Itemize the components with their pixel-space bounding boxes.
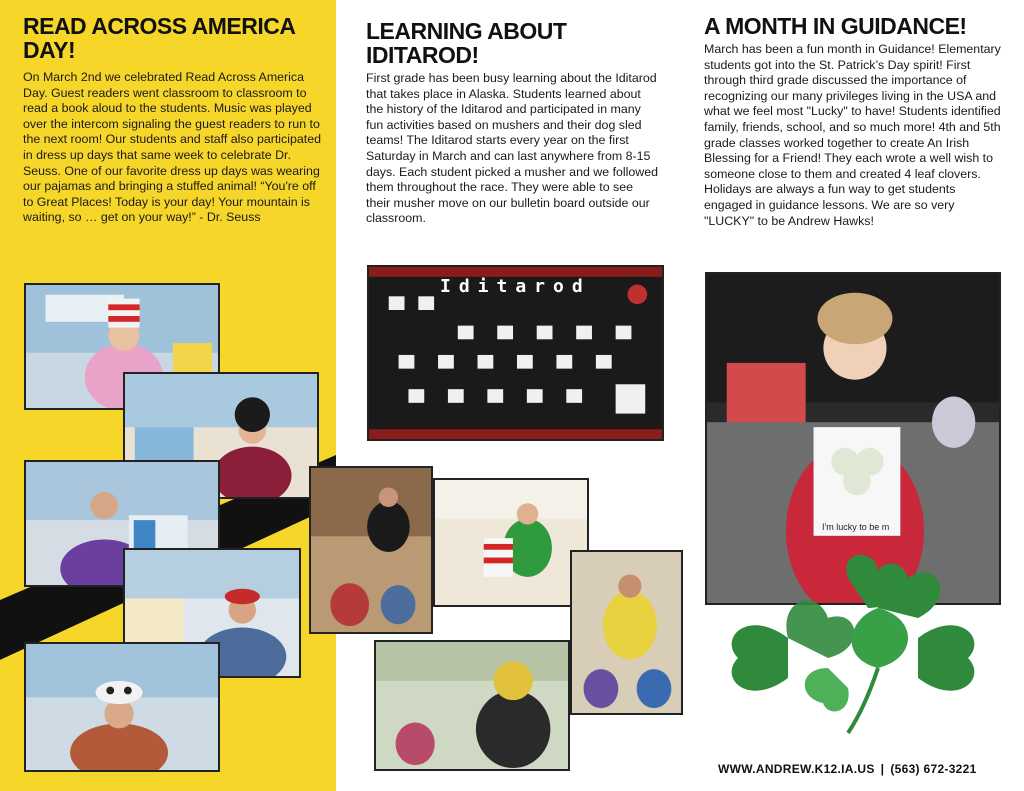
clover-paper-text: I'm lucky to be m	[822, 522, 890, 532]
iditarod-body: First grade has been busy learning about the Iditarod that takes place in Alaska. Students learned about the history of the Iditarod and participated in many fun activities based on mushers and their dog sled teams! The Iditarod starts every year on the first Saturday in March and can last anywhere from 8-15 days. Each student picked a musher and we followed them throughout the race. They were able to see their musher move on our bulletin board outside our classroom.	[366, 71, 659, 226]
photo-yellow-shirt-reader	[570, 550, 683, 715]
footer-phone[interactable]: (563) 672-3221	[890, 762, 977, 776]
guidance-title: A MONTH IN GUIDANCE!	[704, 13, 967, 39]
photo-hawk-mascot	[374, 640, 570, 771]
footer-separator: |	[880, 762, 885, 776]
footer-website[interactable]: WWW.ANDREW.K12.IA.US	[718, 762, 875, 776]
read-across-body: On March 2nd we celebrated Read Across America Day. Guest readers went classroom to classroom to read a book aloud to the students. Music was played over the intercom signaling the guest readers to run to the next room! Our students and staff also participated in dress up days that same week to celebrate Dr. Seuss. One of our favorite dress up days was wearing our pajamas and bringing a stuffed animal! “You're off to Great Places! Today is your day! Your mountain is waiting, so … get on your way!” - Dr. Seuss	[23, 70, 322, 225]
photo-cow-hat-reader	[24, 642, 220, 772]
shamrock-icon	[718, 548, 988, 738]
iditarod-title: LEARNING ABOUT IDITAROD!	[366, 18, 567, 68]
iditarod-board-title: Iditarod	[440, 276, 591, 297]
photo-student-reading-classroom	[309, 466, 433, 634]
footer-contact	[718, 762, 1008, 776]
read-across-title: READ ACROSS AMERICA DAY!	[23, 13, 295, 63]
guidance-body: March has been a fun month in Guidance! Elementary students got into the St. Patrick’s Day spirit! First through third grade discussed the importance of recognizing our many privileges living in the USA and what we feel most "Lucky" to have! Students identified family, friends, school, and so much more! 4th and 5th grade classes worked together to create An Irish Blessing for a Friend! They each wrote a well wish to someone close to them and created 4 leaf clovers. Holidays are always a fun way to get students engaged in guidance lessons. We are so very "LUCKY" to be Andrew Hawks!	[704, 42, 1001, 228]
photo-elf-reader	[433, 478, 589, 607]
